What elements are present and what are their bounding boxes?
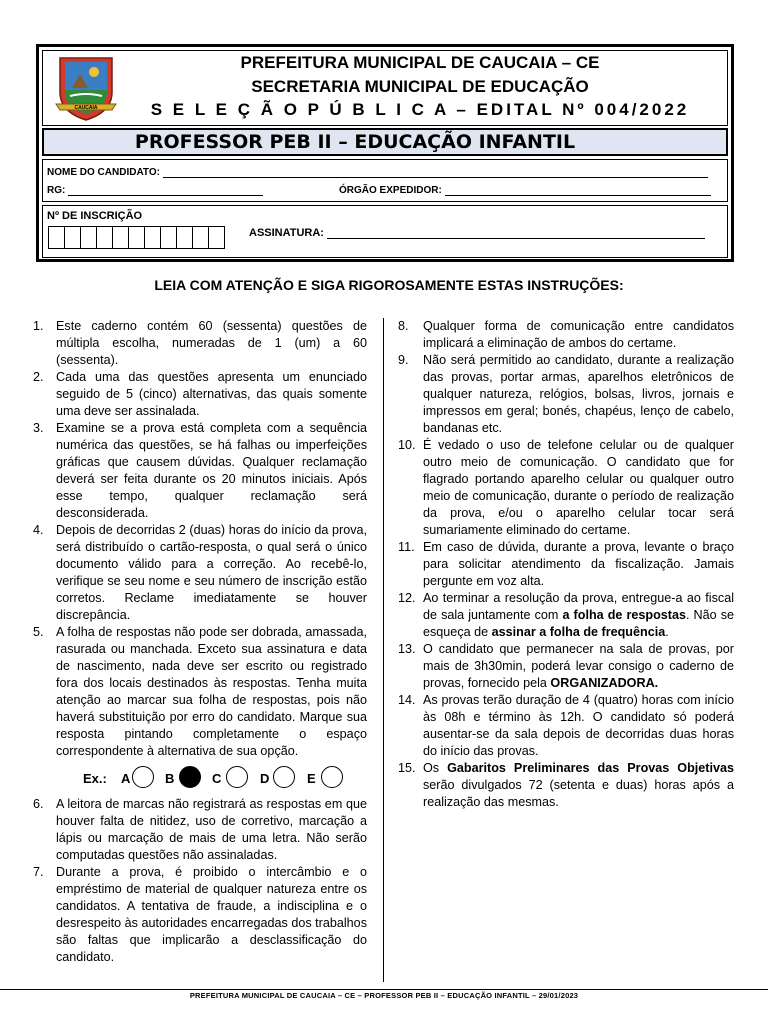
example-label: Ex.: — [83, 771, 107, 786]
registration-digit-cell[interactable] — [192, 226, 209, 249]
instruction-item: 4. Depois de decorridas 2 (duas) horas do início da prova, será distribuído o cartão-resposta, o qual será o único documento válido para a correção. Ao recebê-lo, verifique se seu nome e seu número de inscrição estão corretos. Reclame imediatamente se houver discrepância. — [33, 523, 367, 622]
registration-digit-cell[interactable] — [80, 226, 97, 249]
instruction-item: 13. O candidato que permanecer na sala de provas, por mais de 3h30min, poderá levar consigo o caderno de provas, fornecido pela ORGANIZADORA. — [398, 642, 734, 690]
signature-field[interactable] — [249, 227, 705, 239]
registration-digit-cell[interactable] — [128, 226, 145, 249]
signature-label: ASSINATURA: — [249, 227, 324, 239]
footer-rule — [0, 989, 768, 990]
position-title: PROFESSOR PEB II – EDUCAÇÃO INFANTIL — [134, 131, 576, 153]
instruction-item: 6. A leitora de marcas não registrará as respostas em que houver falta de nitidez, uso de corretivo, marcação a lápis ou marcação de mais de uma letra. Não serão computadas questões não assinaladas. — [33, 797, 367, 862]
instruction-item: 9. Não será permitido ao candidato, durante a realização das provas, portar armas, aparelhos eletrônicos de qualquer natureza, relógios, bolsas, livros, jornais e impressos em geral; bonés, chapéus, lenço de cabelo, bandanas etc. — [398, 353, 734, 435]
candidate-name-field[interactable] — [47, 167, 708, 178]
header-municipality: PREFEITURA MUNICIPAL DE CAUCAIA – CE — [240, 53, 600, 72]
registration-digit-cell[interactable] — [176, 226, 193, 249]
registration-number-cells[interactable] — [48, 226, 224, 249]
example-bubble-b-filled — [179, 766, 201, 788]
instructions-list-right — [400, 318, 734, 811]
registration-label: Nº DE INSCRIÇÃO — [47, 210, 143, 222]
instruction-item: 12. Ao terminar a resolução da prova, entregue-a ao fiscal de sala juntamente com a folha de respostas. Não se esqueça de assinar a folha de frequência. — [398, 591, 735, 639]
example-bubble-c — [226, 766, 248, 788]
rg-line[interactable] — [68, 195, 263, 196]
caucaia-coat-of-arms-logo — [50, 52, 122, 124]
position-title-box — [42, 128, 728, 156]
registration-digit-cell[interactable] — [48, 226, 65, 249]
candidate-info-box — [42, 159, 728, 202]
registration-digit-cell[interactable] — [160, 226, 177, 249]
orgao-expedidor-label: ÓRGÃO EXPEDIDOR: — [339, 185, 442, 196]
header-selection-edital: S E L E Ç Ã O P Ú B L I C A – EDITAL Nº 004/2022 — [150, 100, 690, 119]
header-secretariat: SECRETARIA MUNICIPAL DE EDUCAÇÃO — [251, 77, 589, 96]
example-option-d: D — [260, 771, 270, 786]
rg-label: RG: — [47, 185, 66, 196]
instruction-item: 3. Examine se a prova está completa com a sequência numérica das questões, se há falhas ou imperfeições gráficas que causem dúvidas. Qualquer reclamação deverá ser feita durante os 20 minutos iniciais. Após esse tempo, qualquer reclamação será desconsiderada. — [33, 421, 367, 520]
signature-line[interactable] — [327, 238, 705, 239]
orgao-expedidor-field[interactable] — [339, 185, 711, 196]
instruction-item: 15. Os Gabaritos Preliminares das Provas Objetivas serão divulgados 72 (setenta e duas) horas após a realização das mesmas. — [398, 761, 735, 809]
registration-digit-cell[interactable] — [96, 226, 113, 249]
example-option-b: B — [165, 771, 175, 786]
logo-text: CAUCAIA — [74, 105, 98, 111]
instruction-item: 10. É vedado o uso de telefone celular ou de qualquer outro meio de comunicação. O candidato que for flagrado portando aparelho celular ou qualquer outro meio de comunicação, durante o período de realização da prova, e/ou o aparelho celular tocar será sumariamente eliminado do certame. — [398, 438, 734, 537]
candidate-name-label: NOME DO CANDIDATO: — [47, 167, 160, 178]
column-divider — [383, 318, 384, 982]
instruction-item: 11. Em caso de dúvida, durante a prova, levante o braço para solicitar atendimento da fiscalização. Jamais pergunte em voz alta. — [398, 540, 734, 588]
instruction-item: 2. Cada uma das questões apresenta um enunciado seguido de 5 (cinco) alternativas, das quais somente uma deve ser assinalada. — [33, 370, 367, 418]
candidate-name-line[interactable] — [163, 177, 708, 178]
registration-box — [42, 205, 728, 258]
orgao-expedidor-line[interactable] — [445, 195, 711, 196]
instructions-title: LEIA COM ATENÇÃO E SIGA RIGOROSAMENTE ESTAS INSTRUÇÕES: — [154, 277, 624, 293]
instruction-item: 5. A folha de respostas não pode ser dobrada, amassada, rasurada ou manchada. Exceto sua assinatura e data de nascimento, nada deve ser escrito ou registrado fora dos locais destinados às respostas. Tenha muita atenção ao marcar sua folha de respostas, pois não haverá substituição por erro do candidato. Marque sua resposta pintando completamente o espaço correspondente à alternativa de sua opção. — [33, 625, 367, 758]
instruction-item: 8. Qualquer forma de comunicação entre candidatos implicará a eliminação de ambos do certame. — [398, 319, 734, 350]
example-option-a: A — [121, 771, 131, 786]
registration-digit-cell[interactable] — [112, 226, 129, 249]
example-option-c: C — [212, 771, 222, 786]
instruction-item: 14. As provas terão duração de 4 (quatro) horas com início às 08h e término às 12h. O candidato só poderá ausentar-se da sala depois de decorridas duas horas do início das provas. — [398, 693, 734, 758]
rg-field[interactable] — [47, 185, 263, 196]
registration-digit-cell[interactable] — [208, 226, 225, 249]
example-bubble-e — [321, 766, 343, 788]
registration-digit-cell[interactable] — [144, 226, 161, 249]
page-footer: PREFEITURA MUNICIPAL DE CAUCAIA – CE – PROFESSOR PEB II – EDUCAÇÃO INFANTIL – 29/01/2023 — [189, 991, 579, 1000]
answer-example — [33, 766, 367, 792]
instructions-list-left — [33, 318, 367, 966]
registration-digit-cell[interactable] — [64, 226, 81, 249]
example-bubble-d — [273, 766, 295, 788]
instruction-item: 1. Este caderno contém 60 (sessenta) questões de múltipla escolha, numeradas de 1 (um) a 60 (sessenta). — [33, 319, 367, 367]
example-option-e: E — [307, 771, 316, 786]
instruction-item: 7. Durante a prova, é proibido o intercâmbio e o empréstimo de material de qualquer natureza entre os candidatos. A tentativa de fraude, a indisciplina e o desrespeito às autoridades encarregadas dos trabalhos são faltas que implicarão a desclassificação do candidato. — [33, 865, 367, 964]
example-bubble-a — [132, 766, 154, 788]
